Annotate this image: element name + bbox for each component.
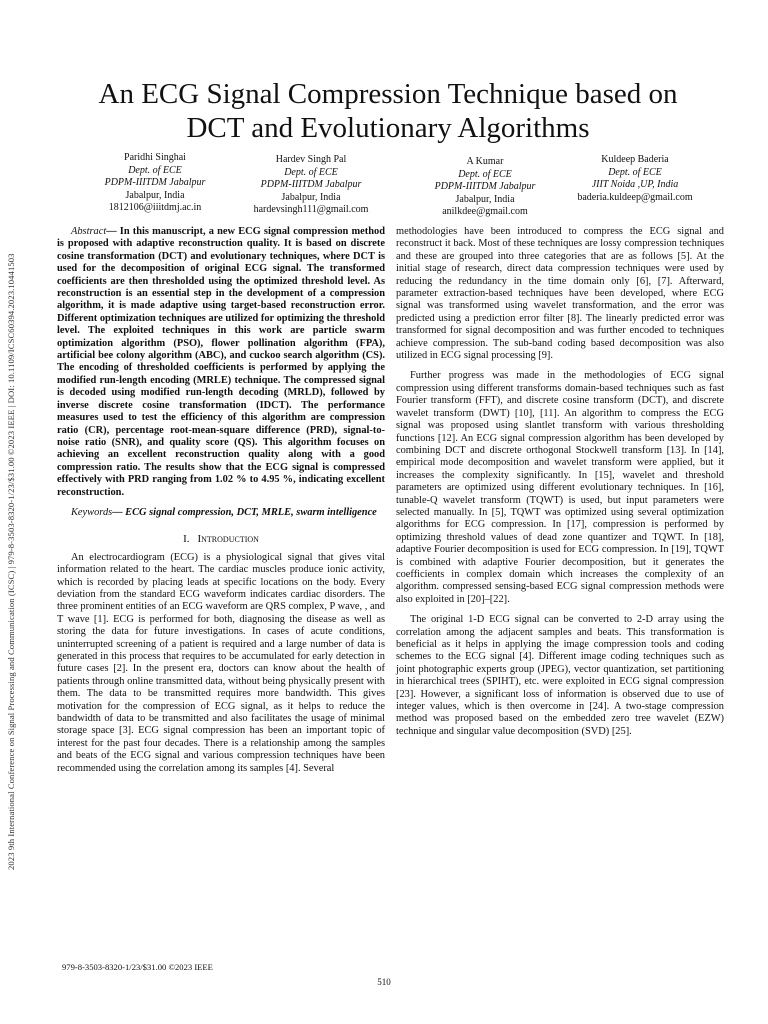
left-column: [57, 226, 385, 775]
author-name: Kuldeep Baderia: [601, 154, 669, 165]
author-city: Jabalpur, India: [125, 189, 185, 201]
body-paragraph: The original 1-D ECG signal can be converted to 2-D array using the correlation among the adjacent samples and beats. This transformation is beneficial as it helps in applying the image compression tools and coding schemes to the ECG signal [4]. Different image coding techniques such as joint photographic experts group (JPEG), vector quantization, set partitioning in hierarchical trees (SPIHT), etc. were exploited in ECG signal compression [23]. However, a significant loss of information is observed due to use of integer values, which is then overcome in [24]. A two-stage compression method was proposed based on the embedded zero tree wavelet (EZW) technique and singular value decomposition (SVD) [25].: [396, 614, 724, 737]
author-dept: Dept. of ECE: [284, 166, 338, 178]
author-name: Paridhi Singhai: [124, 152, 186, 163]
keywords-text: — ECG signal compression, DCT, MRLE, swarm intelligence: [112, 506, 377, 518]
section-heading: [57, 533, 385, 545]
author-city: Jabalpur, India: [455, 193, 515, 205]
section-number: I.: [183, 533, 190, 546]
author-1: [75, 152, 235, 215]
author-org: PDPM-IIITDM Jabalpur: [260, 179, 362, 191]
paper-title: [40, 77, 736, 145]
abstract: [57, 226, 385, 499]
keywords: [57, 507, 385, 519]
intro-paragraph: An electrocardiogram (ECG) is a physiological signal that gives vital information related to the heart. The cardiac muscles produce ionic activity, which is recorded by placing leads at specific locations on the body. Every deviation from the standard ECG waveform indicates cardiac disorders. The three prominent entities of an ECG waveform are QRS complex, P wave, , and T wave [1]. ECG is performed for both, diagnosing the disease as well as storing the data for future investigations. In cases of acute conditions, uninterrupted screening of a patient is required and a large number of data is generated in this process that requires to be accumulated for early detection in future cases [2]. In the present era, doctors can know about the health of patients through online transmitted data, without being physically present with them. The data to be transmitted requires more bandwidth. This gives motivation for the compression of ECG signal, as it helps to reduce the bandwidth of data to be transmitted and also facilitates the usage of minimal storage space [3]. ECG signal compression has been an important topic of interest for the past four decades. There is a relationship among the samples and beats of the ECG signal and various compression techniques have been recommended using the correlation among its samples [4]. Several: [57, 551, 385, 774]
author-2: [231, 154, 391, 217]
author-block: [0, 152, 768, 222]
author-email: baderia.kuldeep@gmail.com: [577, 191, 693, 203]
author-org: JIIT Noida ,UP, India: [591, 179, 679, 191]
page-number: 510: [377, 977, 391, 987]
author-email: hardevsingh111@gmail.com: [253, 204, 369, 216]
side-margin-identifier: [6, 150, 20, 870]
author-org: PDPM-IIITDM Jabalpur: [434, 181, 536, 193]
body-paragraph: Further progress was made in the methodologies of ECG signal compression using different transforms domain-based techniques such as fast Fourier transform (FFT), and discrete cosine transform (DCT), and discrete wavelet transform (DWT) [10], [11]. An algorithm to compress the ECG signal was proposed using slantlet transform with various thresholding functions [12]. An ECG signal compression algorithm has been developed by combining DCT and discrete orthogonal Stockwell transform [13]. In [14], empirical mode decomposition and wavelet transform were applied, but it increases the complexity significantly. In [15], wavelet and threshold parameters are optimized using different evolutionary techniques. In [16], tunable-Q wavelet transform (TQWT) is used, but input parameters were selected manually. In [5], TQWT was optimized using several optimization algorithms for ECG compression. In [17], compression is performed by optimizing threshold values of dead zone quantizer and TQWT. In [18], adaptive Fourier decomposition is used for ECG compression. In [19], TQWT is combined with adaptive Fourier decomposition, but it generates the coefficients in complex domain which increases the complexity of an algorithm. compressed sensing-based ECG signal compression methods were also exploited in [20]–[22].: [396, 370, 724, 605]
title-line-2: DCT and Evolutionary Algorithms: [186, 112, 590, 144]
section-title: Introduction: [197, 533, 259, 546]
author-email: anilkdee@gmail.com: [442, 206, 528, 218]
body-paragraph: methodologies have been introduced to compress the ECG signal and reconstruct it back. Most of these techniques are lossy compression techniques and these are grouped into three categories that are as follows [5]. At the initial stage of research, direct data compression techniques were used by reducing the redundancy in the time domain only [6], [7]. Afterward, parameter extraction-based techniques have been developed, where ECG signal was transformed using wavelet transformation, and the error was predicted using a prediction error filter [8]. The linearly predicted error was transformed for signal decomposition and was further encoded to techniques achieve compression. The sub-band coding based decomposition was also utilized in ECG signal processing [9].: [396, 226, 724, 362]
author-city: Jabalpur, India: [281, 191, 341, 203]
author-dept: Dept. of ECE: [608, 166, 662, 178]
author-4: [555, 154, 715, 204]
author-dept: Dept. of ECE: [128, 164, 182, 176]
author-dept: Dept. of ECE: [458, 168, 512, 180]
copyright-footer: 979-8-3503-8320-1/23/$31.00 ©2023 IEEE: [62, 962, 213, 972]
right-column: [396, 226, 724, 738]
author-org: PDPM-IIITDM Jabalpur: [104, 177, 206, 189]
author-3: [405, 156, 565, 219]
title-line-1: An ECG Signal Compression Technique based on: [98, 78, 678, 110]
author-name: Hardev Singh Pal: [275, 154, 347, 165]
author-name: A Kumar: [466, 156, 504, 167]
author-email: 1812106@iiitdmj.ac.in: [108, 202, 202, 214]
keywords-label: Keywords: [71, 506, 113, 518]
side-margin-text: 2023 9th International Conference on Signal Processing and Communication (ICSC) | 979-8-3503-8320-1/23/$31.00 ©2023 IEEE | DOI: 10.1109/ICSC60394.2023.10441503: [6, 253, 16, 870]
abstract-label: Abstract: [71, 226, 107, 237]
abstract-text: — In this manuscript, a new ECG signal compression method is proposed with adaptive reconstruction quality. It is based on discrete cosine transformation (DCT) and evolutionary techniques, where DCT is used for the decomposition of original ECG signal. The transformed coefficients are then thresholded using the optimized threshold level. As reconstruction is an essential step in the development of a compression algorithm, it is made adaptive using target-based reconstruction error. Different optimization techniques are utilized for optimizing the threshold level. The exploited techniques in this work are particle swarm optimization algorithm (PSO), flower pollination algorithm (FPA), artificial bee colony algorithm (ABC), and cuckoo search algorithm (CS). The encoding of thresholded coefficients is performed by applying the modified run-length encoding (MRLE) technique. The compressed signal is decoded using modified run-length decoding (MRLD), followed by inverse discrete cosine transformation (IDCT). The performance measures used to test the efficiency of this algorithm are compression ratio (CR), percentage root-mean-square difference (PRD), signal-to-noise ratio (SNR), and quality score (QS). This algorithm focuses on achieving an excellent reconstruction quality along with a good compression ratio. The results show that the ECG signal is compressed effectively with PRD ranging from 1.02 % to 4.95 %, indicating excellent reconstruction.: [57, 226, 385, 498]
